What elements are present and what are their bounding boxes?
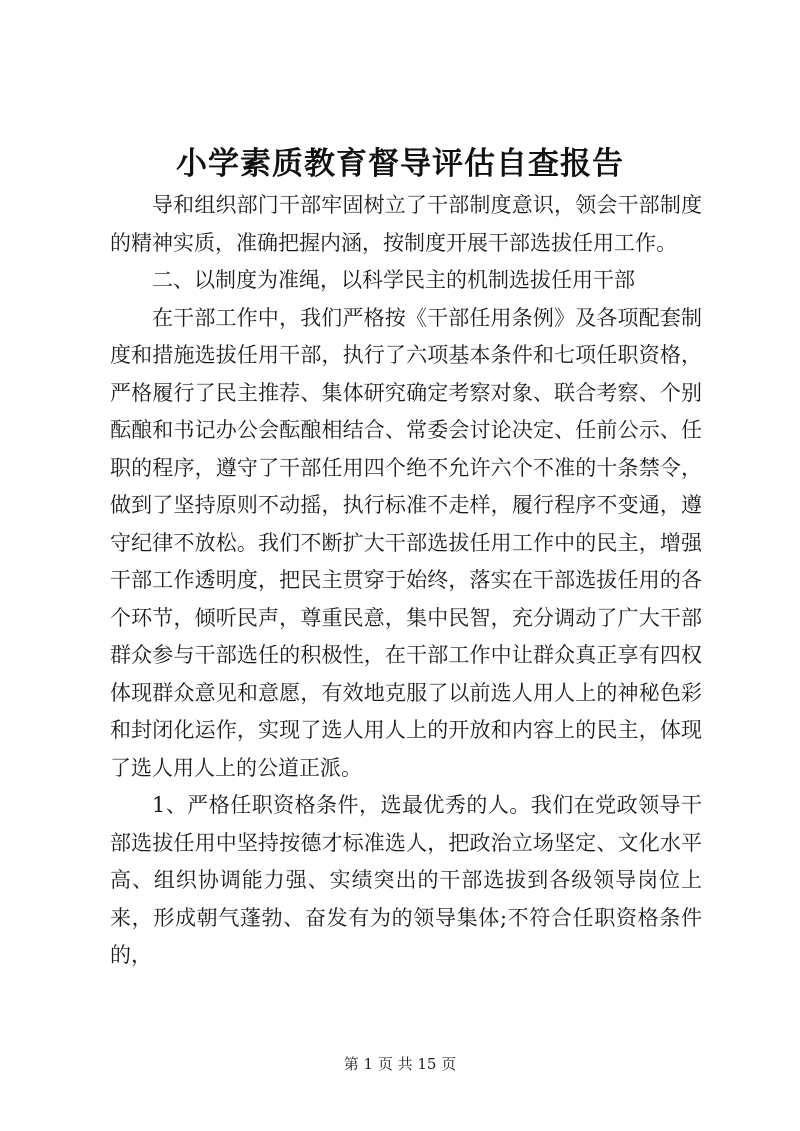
paragraph-2: 在干部工作中，我们严格按《干部任用条例》及各项配套制度和措施选拔任用干部，执行了六项基本条件和七项任职资格，严格履行了民主推荐、集体研究确定考察对象、联合考察、个别酝酿和书记办公会酝酿相结合、常委会讨论决定、任前公示、任职的程序，遵守了干部任用四个绝不允许六个不准的十条禁令，做到了坚持原则不动摇，执行标准不走样，履行程序不变通，遵守纪律不放松。我们不断扩大干部选拔任用工作中的民主，增强干部工作透明度，把民主贯穿于始终，落实在干部选拔任用的各个环节，倾听民声，尊重民意，集中民智，充分调动了广大干部群众参与干部选任的积极性，在干部工作中让群众真正享有四权体现群众意见和意愿，有效地克服了以前选人用人上的神秘色彩和封闭化运作，实现了选人用人上的开放和内容上的民主，体现了选人用人上的公道正派。 <box>110 305 702 780</box>
page-number-footer: 第 1 页 共 15 页 <box>343 1055 457 1073</box>
paragraph-1: 导和组织部门干部牢固树立了干部制度意识，领会干部制度的精神实质，准确把握内涵，按制度开展干部选拔任用工作。 <box>110 193 702 255</box>
document-title: 小学素质教育督导评估自查报告 <box>176 146 624 182</box>
document-body <box>110 187 702 975</box>
paragraph-3: 1、严格任职资格条件，选最优秀的人。我们在党政领导干部选拔任用中坚持按德才标准选人，把政治立场坚定、文化水平高、组织协调能力强、实绩突出的干部选拔到各级领导岗位上来，形成朝气蓬勃、奋发有为的领导集体;不符合任职资格条件的， <box>110 793 702 967</box>
section-heading: 二、以制度为准绳，以科学民主的机制选拔任用干部 <box>152 268 635 292</box>
